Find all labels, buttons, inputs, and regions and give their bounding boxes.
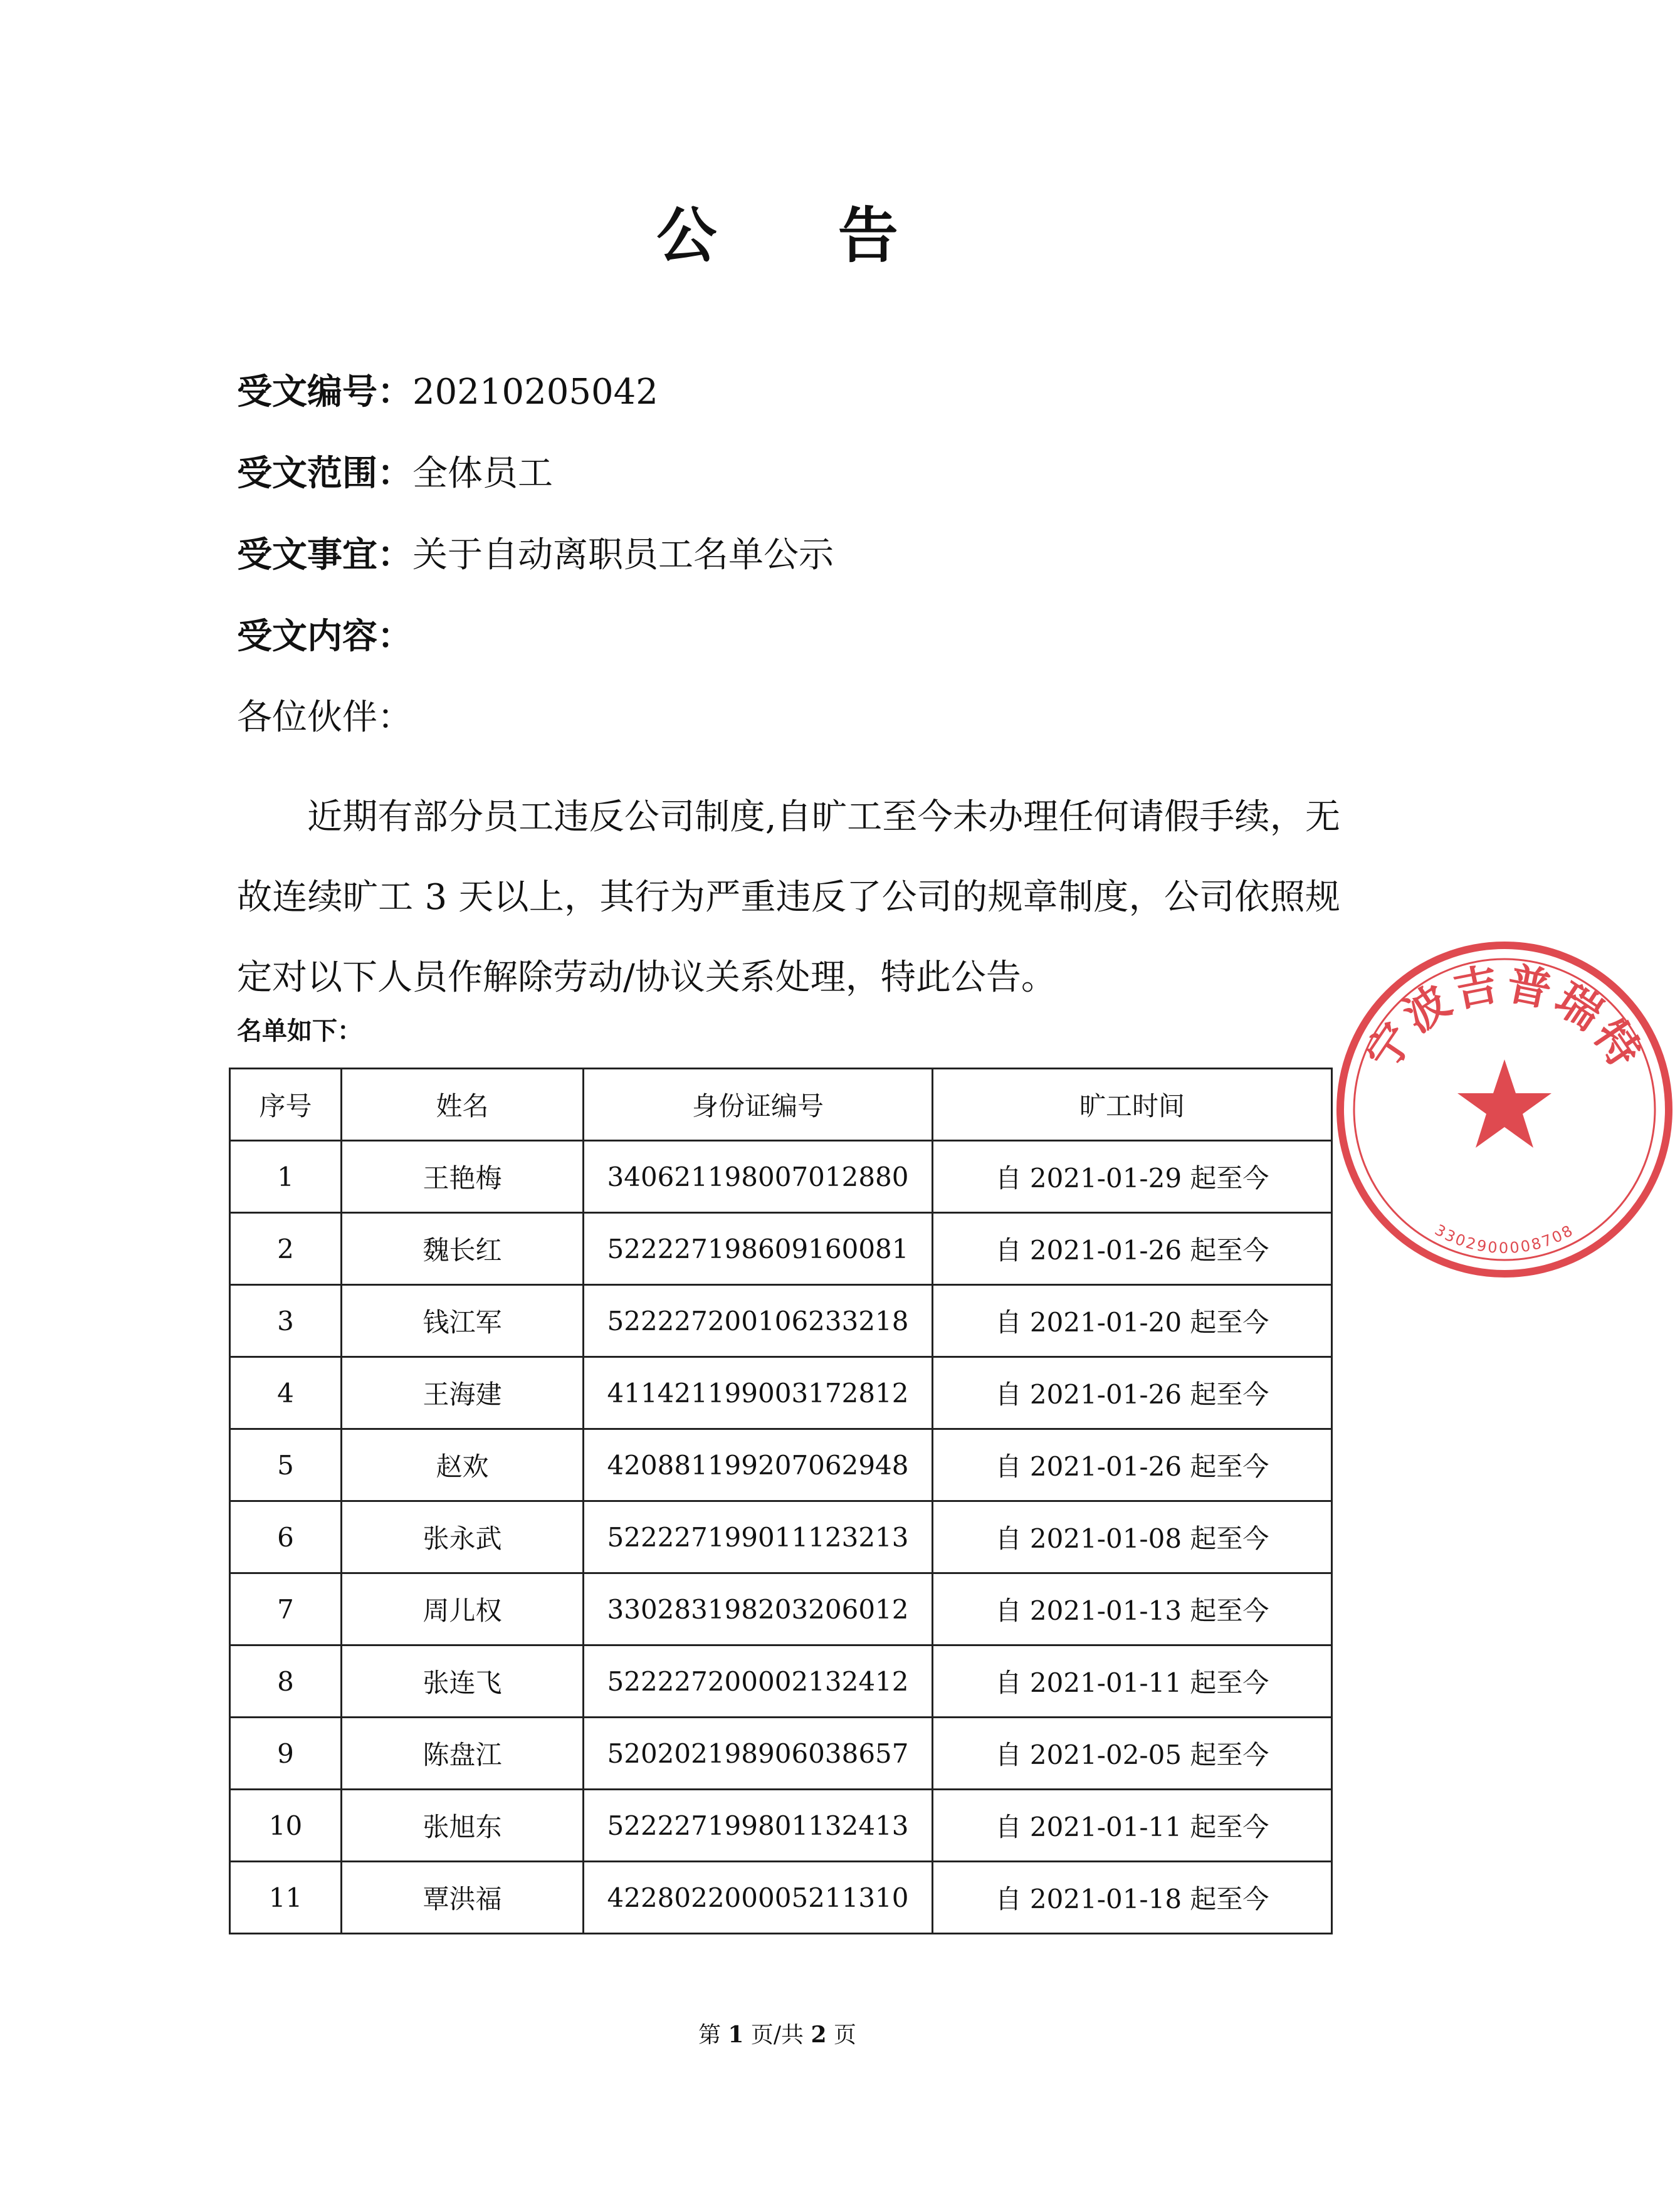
cell-name: 张旭东 [342,1790,584,1862]
cell-seq: 10 [230,1790,342,1862]
footer-suffix: 页 [834,2022,857,2048]
cell-id: 522227199011123213 [584,1501,933,1573]
table-row [230,1141,1332,1213]
cell-id: 422802200005211310 [584,1862,933,1934]
cell-seq: 11 [230,1862,342,1934]
field-content [237,614,412,659]
field-value: 关于自动离职员工名单公示 [412,535,834,575]
cell-name: 王艳梅 [342,1141,584,1213]
cell-seq: 7 [230,1573,342,1645]
field-value: 全体员工 [412,453,553,494]
cell-name: 周儿权 [342,1573,584,1645]
table-row [230,1718,1332,1790]
cell-seq: 9 [230,1718,342,1790]
cell-time: 自 2021-01-08 起至今 [933,1501,1332,1573]
cell-seq: 8 [230,1645,342,1718]
cell-id: 411421199003172812 [584,1357,933,1429]
cell-id: 340621198007012880 [584,1141,933,1213]
cell-name: 魏长红 [342,1213,584,1285]
cell-name: 张永武 [342,1501,584,1573]
field-doc-number [237,370,658,414]
cell-time: 自 2021-01-11 起至今 [933,1790,1332,1862]
cell-seq: 1 [230,1141,342,1213]
cell-time: 自 2021-01-26 起至今 [933,1213,1332,1285]
field-subject [237,533,834,577]
header-name: 姓名 [342,1069,584,1141]
employee-table [229,1068,1333,1934]
greeting: 各位伙伴： [237,697,412,738]
table-row [230,1645,1332,1718]
table-row [230,1862,1332,1934]
header-time: 旷工时间 [933,1069,1332,1141]
header-id: 身份证编号 [584,1069,933,1141]
cell-id: 330283198203206012 [584,1573,933,1645]
cell-time: 自 2021-01-20 起至今 [933,1285,1332,1357]
field-label: 受文内容： [237,616,412,657]
cell-time: 自 2021-01-26 起至今 [933,1429,1332,1501]
table-row [230,1357,1332,1429]
cell-seq: 4 [230,1357,342,1429]
cell-id: 522227198609160081 [584,1213,933,1285]
cell-id: 520202198906038657 [584,1718,933,1790]
table-row [230,1429,1332,1501]
document-title: 公 告 [656,200,948,271]
list-heading: 名单如下： [237,1016,362,1046]
footer-prefix: 第 [698,2022,721,2048]
cell-name: 赵欢 [342,1429,584,1501]
cell-time: 自 2021-01-11 起至今 [933,1645,1332,1718]
cell-seq: 6 [230,1501,342,1573]
field-label: 受文范围： [237,453,412,494]
cell-seq: 5 [230,1429,342,1501]
seal-number: 3302900008708 [1432,1220,1577,1257]
footer-middle: 页/共 [750,2022,804,2048]
table-row [230,1501,1332,1573]
page-footer [0,2017,1555,2049]
table-row [230,1573,1332,1645]
cell-seq: 2 [230,1213,342,1285]
seal-star-icon [1457,1059,1551,1148]
company-seal-stamp [1329,934,1680,1285]
cell-time: 自 2021-01-29 起至今 [933,1141,1332,1213]
cell-time: 自 2021-01-26 起至今 [933,1357,1332,1429]
footer-total-pages: 2 [811,2022,827,2048]
cell-name: 张连飞 [342,1645,584,1718]
footer-current-page: 1 [728,2022,744,2048]
cell-id: 522227200002132412 [584,1645,933,1718]
body-paragraph: 近期有部分员工违反公司制度,自旷工至今未办理任何请假手续，无故连续旷工 3 天以上，其行为严重违反了公司的规章制度，公司依照规定对以下人员作解除劳动/协议关系处理，特此公告。 [237,797,1340,998]
cell-seq: 3 [230,1285,342,1357]
cell-name: 王海建 [342,1357,584,1429]
cell-time: 自 2021-02-05 起至今 [933,1718,1332,1790]
cell-time: 自 2021-01-18 起至今 [933,1862,1332,1934]
table-row [230,1790,1332,1862]
cell-id: 522227199801132413 [584,1790,933,1862]
cell-id: 522227200106233218 [584,1285,933,1357]
seal-company-name: 宁波吉普瑞特 [1355,957,1654,1079]
table-header-row [230,1069,1332,1141]
table-row [230,1285,1332,1357]
header-seq: 序号 [230,1069,342,1141]
cell-name: 钱江军 [342,1285,584,1357]
table-row [230,1213,1332,1285]
cell-name: 覃洪福 [342,1862,584,1934]
cell-time: 自 2021-01-13 起至今 [933,1573,1332,1645]
field-label: 受文编号： [237,371,412,412]
cell-id: 420881199207062948 [584,1429,933,1501]
cell-name: 陈盘江 [342,1718,584,1790]
field-value: 20210205042 [412,372,658,412]
field-scope [237,451,553,496]
field-label: 受文事宜： [237,534,412,575]
